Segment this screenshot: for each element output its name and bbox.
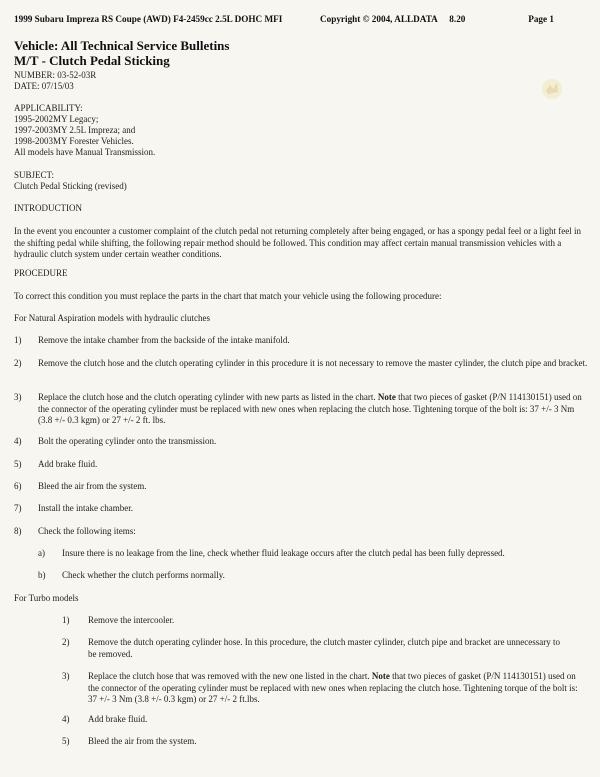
check-item-text: Insure there is no leakage from the line, check whether fluid leakage occurs after the clutch pedal has been fully depressed. <box>62 548 505 558</box>
step-text-part: that two pieces of gasket (P/N 114130151) used on the connector of the operating cylinder must be replaced with new ones when replacing the clutch hose. Tightening torque of the bolt is: 37 +/- 3 Nm (3.8 +/- 0.3 kgm) or 27 +/- 2 ft. lbs. <box>38 392 582 425</box>
step-text: Remove the dutch operating cylinder hose. In this procedure, the clutch master cylinder, clutch pipe and bracket are unnecessary to be removed. <box>88 637 560 659</box>
introduction-heading: INTRODUCTION <box>14 203 82 213</box>
subject-text: Clutch Pedal Sticking (revised) <box>14 181 127 191</box>
step-text: Bleed the air from the system. <box>38 481 147 491</box>
bulletin-number: NUMBER: 03-52-03R <box>14 70 97 80</box>
copyright-text: Copyright © 2004, ALLDATA <box>320 14 438 24</box>
copyright-line <box>320 14 465 24</box>
step-text-part: Replace the clutch hose that was removed with the new one listed in the chart. <box>88 671 372 681</box>
applicability-line: All models have Manual Transmission. <box>14 147 156 157</box>
vehicle-line: 1999 Subaru Impreza RS Coupe (AWD) F4-2459cc 2.5L DOHC MFI <box>14 14 283 24</box>
step-number: 4) <box>14 436 22 446</box>
step-text: Install the intake chamber. <box>38 503 133 513</box>
step-number: 3) <box>14 392 22 402</box>
step-number: 5) <box>14 459 22 469</box>
step-number: 2) <box>14 358 22 368</box>
subject-label: SUBJECT: <box>14 170 55 180</box>
step-number: 3) <box>62 671 70 681</box>
step-text <box>88 671 588 706</box>
version-text: 8.20 <box>449 14 466 24</box>
step-text: Remove the intake chamber from the backside of the intake manifold. <box>38 335 290 345</box>
check-item-text: Check whether the clutch performs normally. <box>62 570 225 580</box>
step-number: 5) <box>62 736 70 746</box>
step-number: 6) <box>14 481 22 491</box>
step-number: 4) <box>62 714 70 724</box>
na-heading: For Natural Aspiration models with hydraulic clutches <box>14 313 210 323</box>
introduction-text: In the event you encounter a customer complaint of the clutch pedal not returning completely after being engaged, or has a spongy pedal feel or a light feel in the shifting pedal while shifting, the following repair method should be followed. This condition may affect certain manual transmission vehicles with a hydraulic clutch system under certain weather conditions. <box>14 226 582 259</box>
applicability-line: 1995-2002MY Legacy; <box>14 114 99 124</box>
note-label: Note <box>377 392 396 402</box>
turbo-heading: For Turbo models <box>14 593 79 603</box>
bulletin-title: M/T - Clutch Pedal Sticking <box>14 53 170 68</box>
step-number: 1) <box>14 335 22 345</box>
applicability-label: APPLICABILITY: <box>14 103 83 113</box>
step-text: Check the following items: <box>38 526 136 536</box>
page-number: Page 1 <box>528 14 554 24</box>
step-text: Add brake fluid. <box>88 714 148 724</box>
applicability-line: 1997-2003MY 2.5L Impreza; and <box>14 125 136 135</box>
step-number: 7) <box>14 503 22 513</box>
step-text: Add brake fluid. <box>38 459 98 469</box>
step-number: 8) <box>14 526 22 536</box>
step-number: 1) <box>62 615 70 625</box>
applicability-line: 1998-2003MY Forester Vehicles. <box>14 136 134 146</box>
step-number: 2) <box>62 637 70 647</box>
procedure-intro: To correct this condition you must replace the parts in the chart that match your vehicle using the following procedure: <box>14 291 442 301</box>
step-text-part: Replace the clutch hose and the clutch operating cylinder with new parts as listed in the chart. <box>38 392 378 402</box>
step-text: Bleed the air from the system. <box>88 736 197 746</box>
step-text: Remove the intercooler. <box>88 615 175 625</box>
note-label: Note <box>371 671 390 681</box>
check-item-letter: b) <box>38 570 46 580</box>
step-text: Remove the clutch hose and the clutch operating cylinder in this procedure it is not necessary to remove the master cylinder, the clutch pipe and bracket. <box>38 358 588 368</box>
step-text: Bolt the operating cylinder onto the transmission. <box>38 436 217 446</box>
stamp-mark-icon <box>540 77 564 101</box>
procedure-heading: PROCEDURE <box>14 268 68 278</box>
check-item-letter: a) <box>38 548 45 558</box>
step-text-part: that two pieces of gasket (P/N 114130151) used on the connector of the operating cylinder must be replaced with new ones when replacing the clutch hose. Tightening torque of the bolt is: 37 +/- 3 Nm (3.8 +/- 0.3 kgm) or 27 +/- 2 ft.lbs. <box>88 671 578 704</box>
page-title: Vehicle: All Technical Service Bulletins <box>14 38 230 53</box>
bulletin-date: DATE: 07/15/03 <box>14 81 74 91</box>
step-text <box>38 392 588 427</box>
